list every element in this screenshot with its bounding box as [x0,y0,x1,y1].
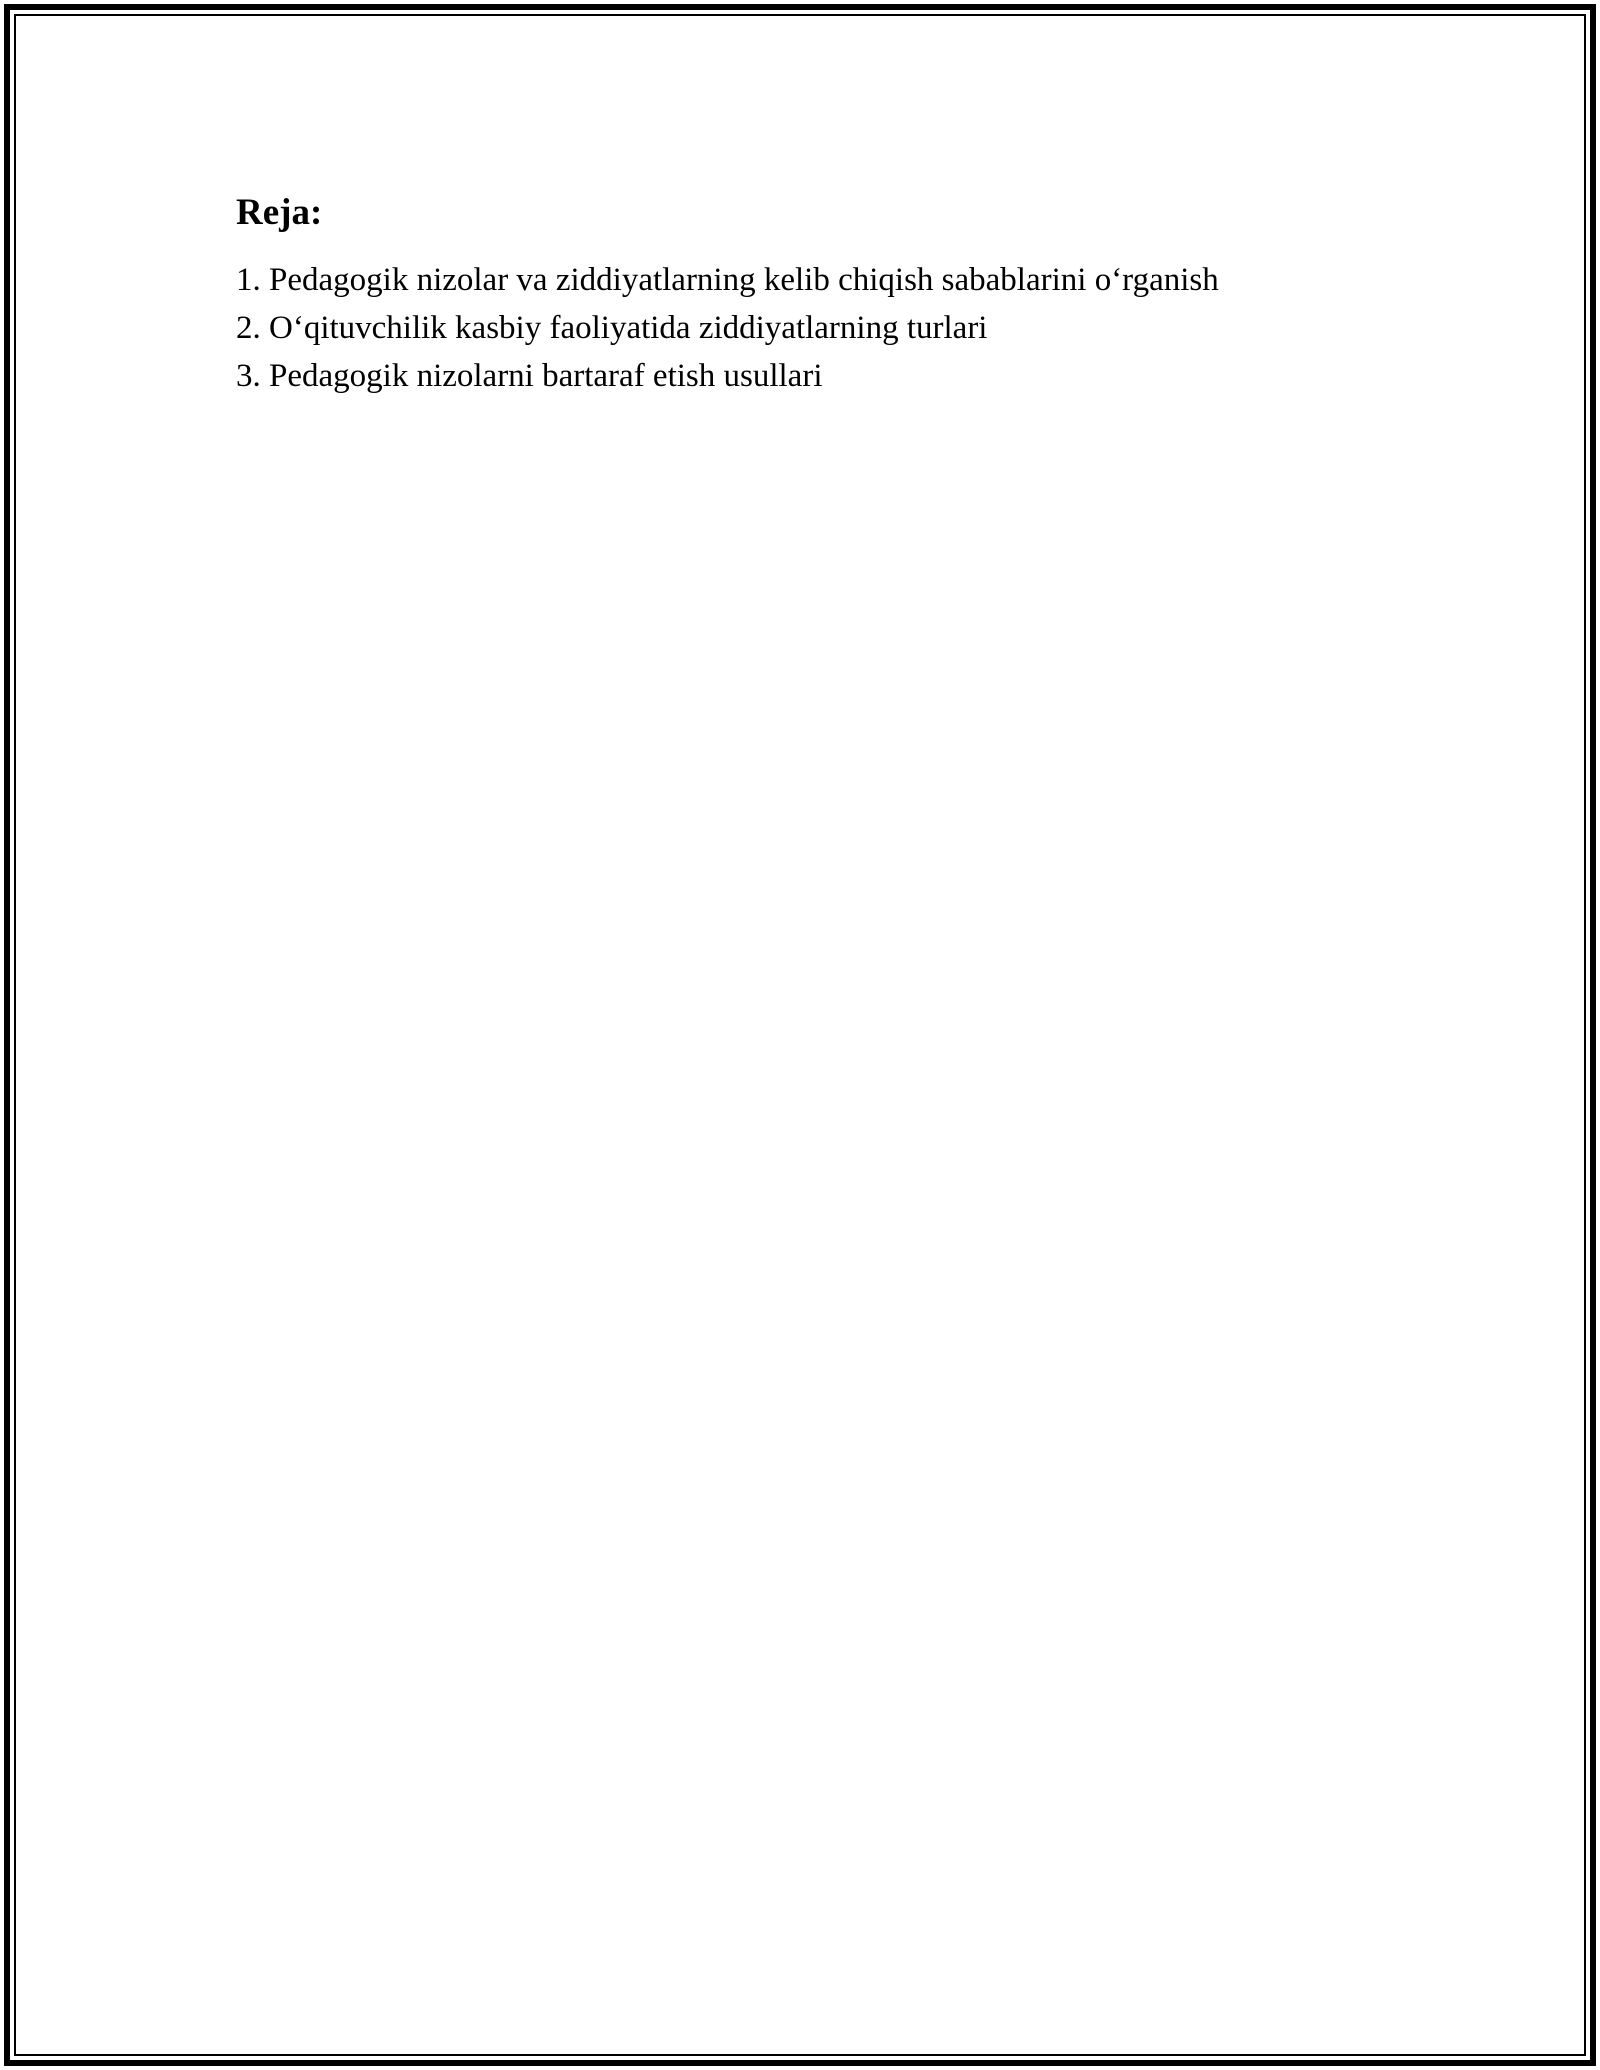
plan-list [236,256,1436,400]
page-content [236,186,1436,400]
plan-item: 2. O‘qituvchilik kasbiy faoliyatida ziddiyatlarning turlari [236,310,988,346]
plan-item: 1. Pedagogik nizolar va ziddiyatlarning kelib chiqish sabablarini o‘rganish [236,262,1219,298]
plan-heading: Reja: [236,192,323,233]
plan-item: 3. Pedagogik nizolarni bartaraf etish usullari [236,358,823,394]
